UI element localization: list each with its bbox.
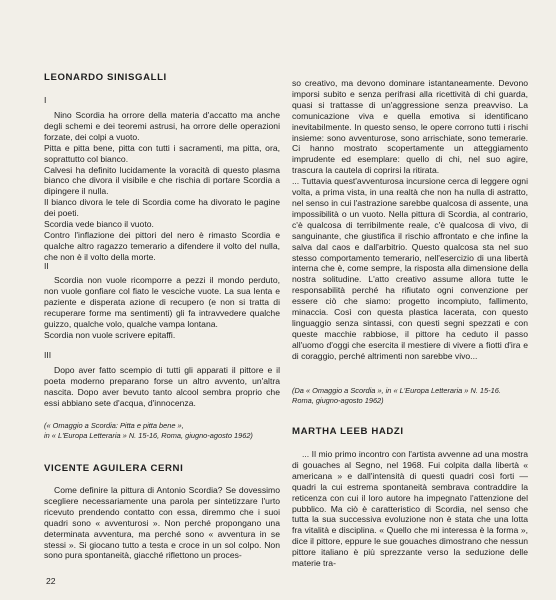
roman-numeral: I xyxy=(44,95,47,105)
roman-numeral: II xyxy=(44,261,49,271)
paragraph: Scordia vede bianco il vuoto. xyxy=(44,219,154,230)
paragraph: Calvesi ha definito lucidamente la voracità di questo plasma bianco che divora il visibile e che rischia di portare Scordia a dipingere il nulla. xyxy=(44,164,280,197)
sinisgalli-part-1 xyxy=(44,110,280,263)
paragraph: Il bianco divora le tele di Scordia come ha divorato le pagine dei poeti. xyxy=(44,197,280,219)
cerni-part-1 xyxy=(44,485,280,561)
citation-line: (« Omaggio a Scordia: Pitta e pitta bene », xyxy=(44,421,184,430)
roman-numeral: III xyxy=(44,350,52,360)
section-numeral-2 xyxy=(44,261,280,272)
author-heading-sinisgalli: LEONARDO SINISGALLI xyxy=(44,72,167,83)
paragraph: Come definire la pittura di Antonio Scordia? Se dovessimo scegliere necessariamente una parola per sintetizzare l'urto ricevuto prendendo contatto con essa, diremmo che i suoi quadri sono « avventurosi ». Non perché propongano una determinata avventura, ma perché sono « avventura in se stessi ». Si giocano tutto a testa e croce in un sol colpo. Non sono pura spontaneità, giacché riflettono un proces- xyxy=(44,485,280,561)
paragraph: ... Il mio primo incontro con l'artista avvenne ad una mostra di gouaches al Segno, nel 1968. Fui colpita dalla libertà « americana » e dall'intensità di questi quadri così forti — quadri la cui estrema spontaneità sembrava contraddire la reticenza con cui il loro autore ha impegnato l'attenzione del pubblico. Ma ciò è caratteristico di Scordia, nel senso che tutta la sua successiva evoluzione non è stata che una lotta fra vitalità e disciplina. « Quello che mi interessa è la forma », dice il pittore, eppure le sue gouaches dimostrano che nessun pittore italiano è più sprezzante verso la seduzione delle materie tra- xyxy=(292,449,528,569)
citation-line: in « L'Europa Letteraria » N. 15-16, Roma, giugno-agosto 1962) xyxy=(44,430,253,440)
paragraph: Contro l'inflazione dei pittori del nero è rimasto Scordia e qualche altro ragazzo temerario a difendere il volto del nulla, che non è il volto della morte. xyxy=(44,229,280,262)
paragraph: Dopo aver fatto scempio di tutti gli apparati il pittore e il poeta moderno preparano forse un altro avvento, un'altra nascita. Dopo aver bevuto tanto alcool sembra proprio che essi abbiano sete d'acqua, d'innocenza. xyxy=(44,365,280,408)
page-number: 22 xyxy=(46,576,56,586)
cerni-continued xyxy=(292,78,528,362)
paragraph: Pitta e pitta bene, pitta con tutti i sacramenti, ma pitta, ora, soprattutto col bianco. xyxy=(44,142,280,164)
paragraph: Nino Scordia ha orrore della materia d'accatto ma anche degli schemi e dei teoremi astrusi, ha orrore delle operazioni forzate, dei colpi a vuoto. xyxy=(44,110,280,142)
sinisgalli-part-3 xyxy=(44,365,280,409)
author-heading-cerni: VICENTE AGUILERA CERNI xyxy=(44,463,184,474)
citation-line: (Da « Omaggio a Scordia », in « L'Europa Letteraria » N. 15-16. xyxy=(292,386,501,395)
section-numeral-3 xyxy=(44,350,280,361)
sinisgalli-section xyxy=(44,73,280,84)
citation-line: Roma, giugno-agosto 1962) xyxy=(292,395,384,405)
hadzi-part-1 xyxy=(292,449,528,569)
paragraph: Scordia non vuole scrivere epitaffi. xyxy=(44,329,176,340)
cerni-section xyxy=(44,464,280,475)
author-heading-hadzi: MARTHA LEEB HADZI xyxy=(292,426,404,437)
citation xyxy=(292,386,528,405)
paragraph: Scordia non vuole ricomporre a pezzi il mondo perduto, non vuole gonfiare col fiato le vesciche vuote. La sua lenta e paziente e disperata azione di recupero (e non si tratta di recuperare forme ma sentimenti) gli fa intravvedere qualche guizzo, qualche volo, qualche vampa lontana. xyxy=(44,275,280,329)
citation xyxy=(44,421,280,440)
paragraph: ... Tuttavia quest'avventurosa incursione cerca di leggere ogni volta, a prima vista, in una realtà che non ha nulla di astratto, nel senso in cui l'astrazione sarebbe qualcosa di assente, una impossibilità o un vuoto. Nella pittura di Scordia, al contrario, c'è qualcosa di terribilmente reale, c'è qualcosa di vivo, di sanguinante, che giustifica il rischio affrontato e che infine la salva dal caos e dall'arbitrio. Questo qualcosa sta nel suo stesso comportamento temerario, nell'esercizio di una libertà interna che è, come sempre, la risposta alla dimensione della nostra solitudine. L'atto creativo assume allora tutte le responsabilità perché ha rifiutato ogni convenzione per essere ciò che siamo: progetto incompiuto, fallimento, minaccia. Così con questa plastica lacerata, con questo linguaggio senza sintassi, con questi segni spezzati e con queste macchie rabbiose, il pittore ha ceduto il passo all'uomo d'oggi che esercita il mestiere di vivere a fiotti d'ira e di coraggio, perché altrimenti non sarebbe vivo... xyxy=(292,176,528,361)
section-numeral-1 xyxy=(44,95,280,106)
paragraph: so creativo, ma devono dominare istantaneamente. Devono imporsi subito e senza perifrasi alla ricettività di chi guarda, quasi si trattasse di un'aggressione senza preavviso. La comunicazione viva e quella emotiva si identificano inevitabilmente. In questo senso, le opere corrono tutti i rischi insieme: sono avventurose, sono arrischiate, sono temerarie. Ci hanno mostrato scopertamente un atteggiamento imprudente ed esemplare: quello di chi, nel suo agire, trascura la cautela di coprirsi la ritirata. xyxy=(292,78,528,176)
sinisgalli-part-2 xyxy=(44,275,280,340)
hadzi-section xyxy=(292,427,528,438)
